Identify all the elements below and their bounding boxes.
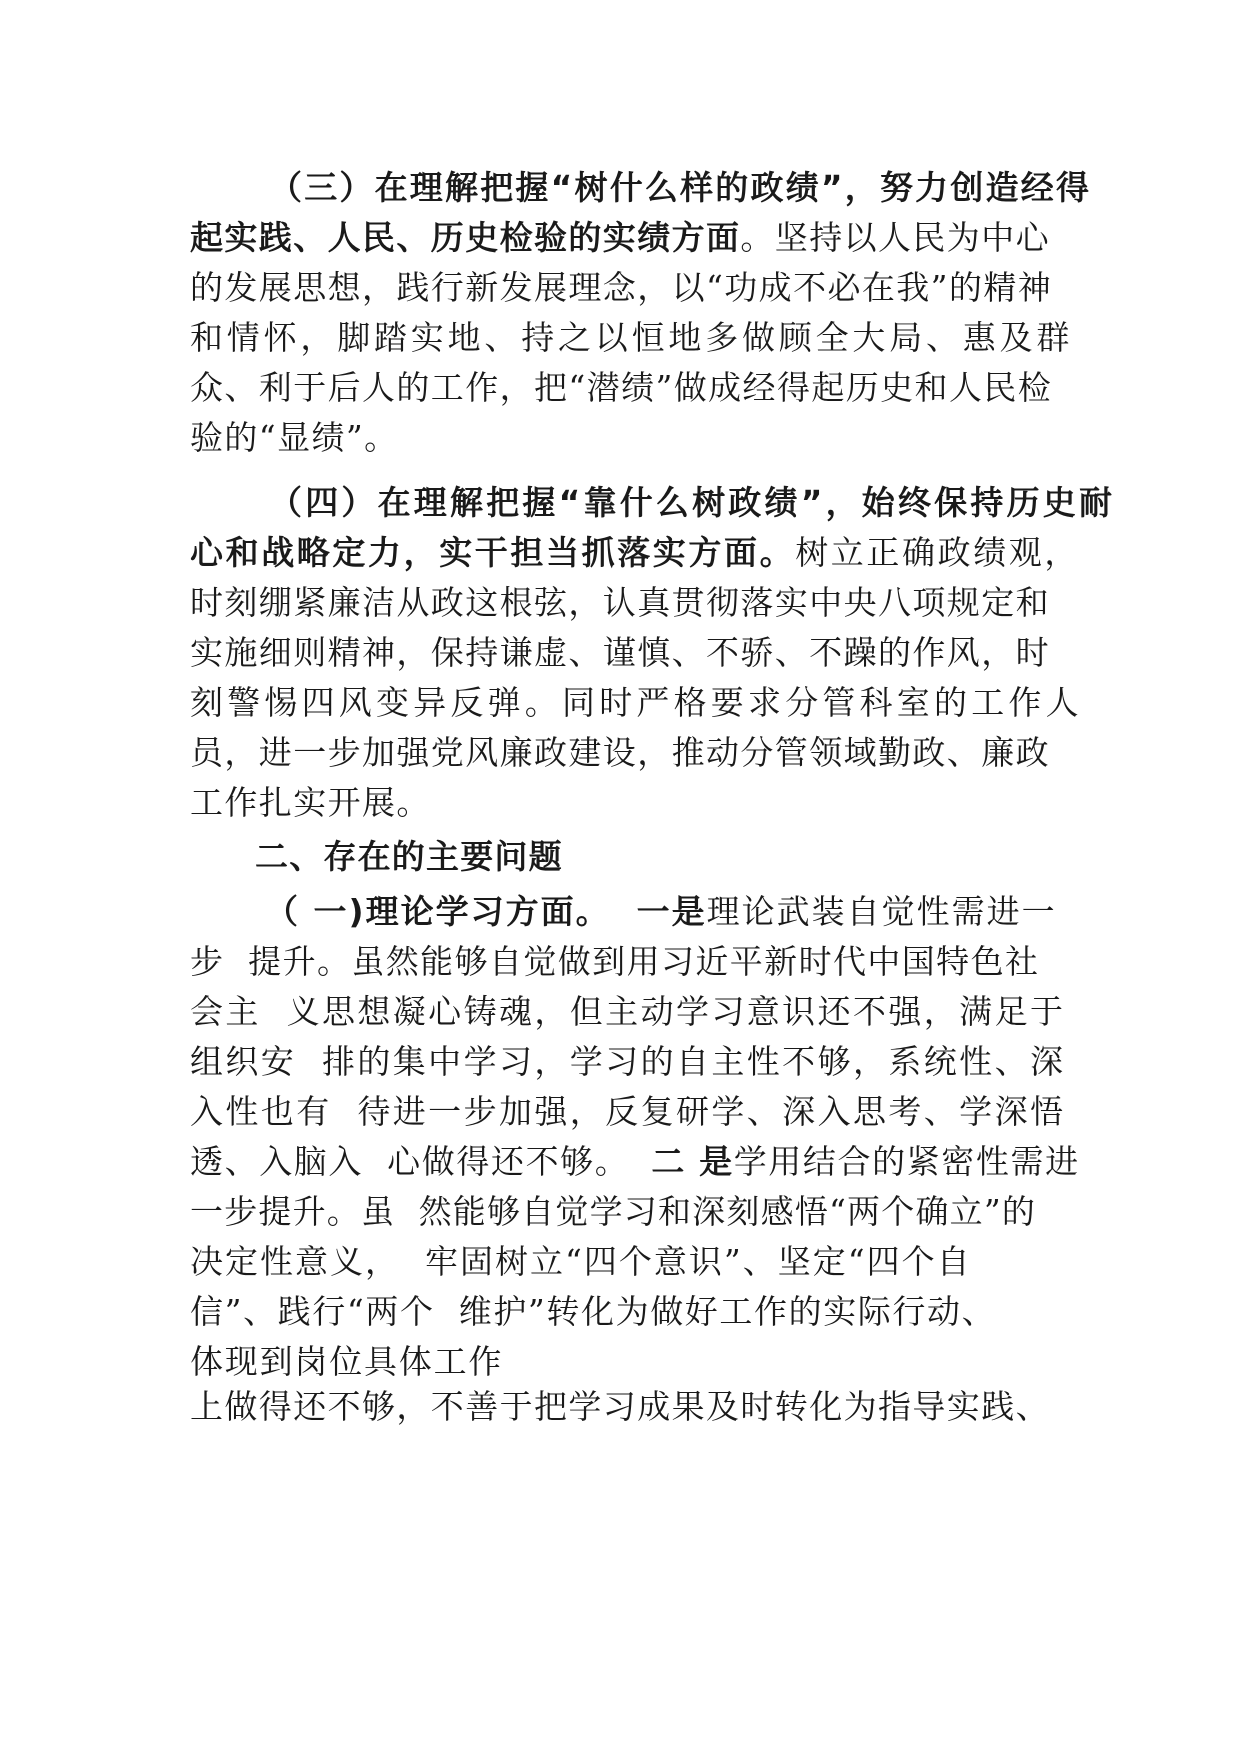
paragraph-5-line-6 bbox=[190, 1142, 1080, 1185]
paragraph-5-bold-title: （ 一)理论学习方面。 bbox=[265, 892, 611, 931]
paragraph-5-line-2: 步 提升。虽然能够自觉做到用习近平新时代中国特色社 bbox=[190, 942, 1040, 981]
paragraph-5-line-1 bbox=[265, 892, 1057, 935]
paragraph-3-line-3: 的发展思想，践行新发展理念，以“功成不必在我”的精神 bbox=[190, 268, 1053, 307]
paragraph-5-line-6-text-b: 学用结合的紧密性需进 bbox=[733, 1142, 1080, 1181]
paragraph-4-line-6: 员，进一步加强党风廉政建设，推动分管领域勤政、廉政 bbox=[190, 733, 1050, 772]
paragraph-4-line-5: 刻警惕四风变异反弹。同时严格要求分管科室的工作人 bbox=[190, 683, 1083, 722]
paragraph-5-line-9: 信”、践行“两个 维护”转化为做好工作的实际行动、 bbox=[190, 1292, 997, 1331]
paragraph-3-line-2 bbox=[190, 218, 1051, 261]
paragraph-3-line-6: 验的“显绩”。 bbox=[190, 418, 399, 457]
paragraph-5-line-11: 上做得还不够，不善于把学习成果及时转化为指导实践、 bbox=[190, 1387, 1050, 1426]
paragraph-5-line-8: 决定性意义， 牢固树立“四个意识”、坚定“四个自 bbox=[190, 1242, 972, 1281]
paragraph-3-line-1: （三）在理解把握“树什么样的政绩”，努力创造经得 bbox=[269, 168, 1092, 207]
paragraph-5-line-7: 一步提升。虽 然能够自觉学习和深刻感悟“两个确立”的 bbox=[190, 1192, 1037, 1231]
paragraph-5-line-6-text-a: 透、入脑入 心做得还不够。 bbox=[190, 1142, 630, 1181]
paragraph-3-bold-lead: 起实践、人民、历史检验的实绩方面 bbox=[190, 218, 741, 257]
paragraph-5-line-10: 体现到岗位具体工作 bbox=[190, 1342, 504, 1381]
paragraph-3-line-5: 众、利于后人的工作，把“潜绩”做成经得起历史和人民检 bbox=[190, 368, 1053, 407]
paragraph-4-line-1: （四）在理解把握“靠什么树政绩”，始终保持历史耐 bbox=[269, 483, 1116, 522]
paragraph-4-line-2 bbox=[190, 533, 1081, 576]
paragraph-4-bold-lead: 心和战略定力，实干担当抓落实方面。 bbox=[190, 533, 796, 572]
section-2-heading: 二、存在的主要问题 bbox=[255, 837, 563, 876]
paragraph-4-line-2-text: 树立正确政绩观， bbox=[795, 533, 1081, 572]
paragraph-5-line-5: 入性也有 待进一步加强，反复研学、深入思考、学深悟 bbox=[190, 1092, 1066, 1131]
paragraph-5-bold-marker-2: 二 是 bbox=[651, 1142, 734, 1181]
paragraph-3-line-4: 和情怀，脚踏实地、持之以恒地多做顾全大局、惠及群 bbox=[190, 318, 1074, 357]
paragraph-5-line-1-text: 理论武装自觉性需进一 bbox=[706, 892, 1057, 931]
paragraph-4-line-4: 实施细则精神，保持谦虚、谨慎、不骄、不躁的作风，时 bbox=[190, 633, 1050, 672]
paragraph-4-line-3: 时刻绷紧廉洁从政这根弦，认真贯彻落实中央八项规定和 bbox=[190, 583, 1050, 622]
paragraph-5-line-4: 组织安 排的集中学习，学习的自主性不够，系统性、深 bbox=[190, 1042, 1066, 1081]
paragraph-5-line-3: 会主 义思想凝心铸魂，但主动学习意识还不强，满足于 bbox=[190, 992, 1066, 1031]
paragraph-3-line-2-text: 。坚持以人民为中心 bbox=[740, 218, 1051, 257]
paragraph-4-line-7: 工作扎实开展。 bbox=[190, 783, 431, 822]
paragraph-5-bold-marker-1: 一是 bbox=[636, 892, 707, 931]
